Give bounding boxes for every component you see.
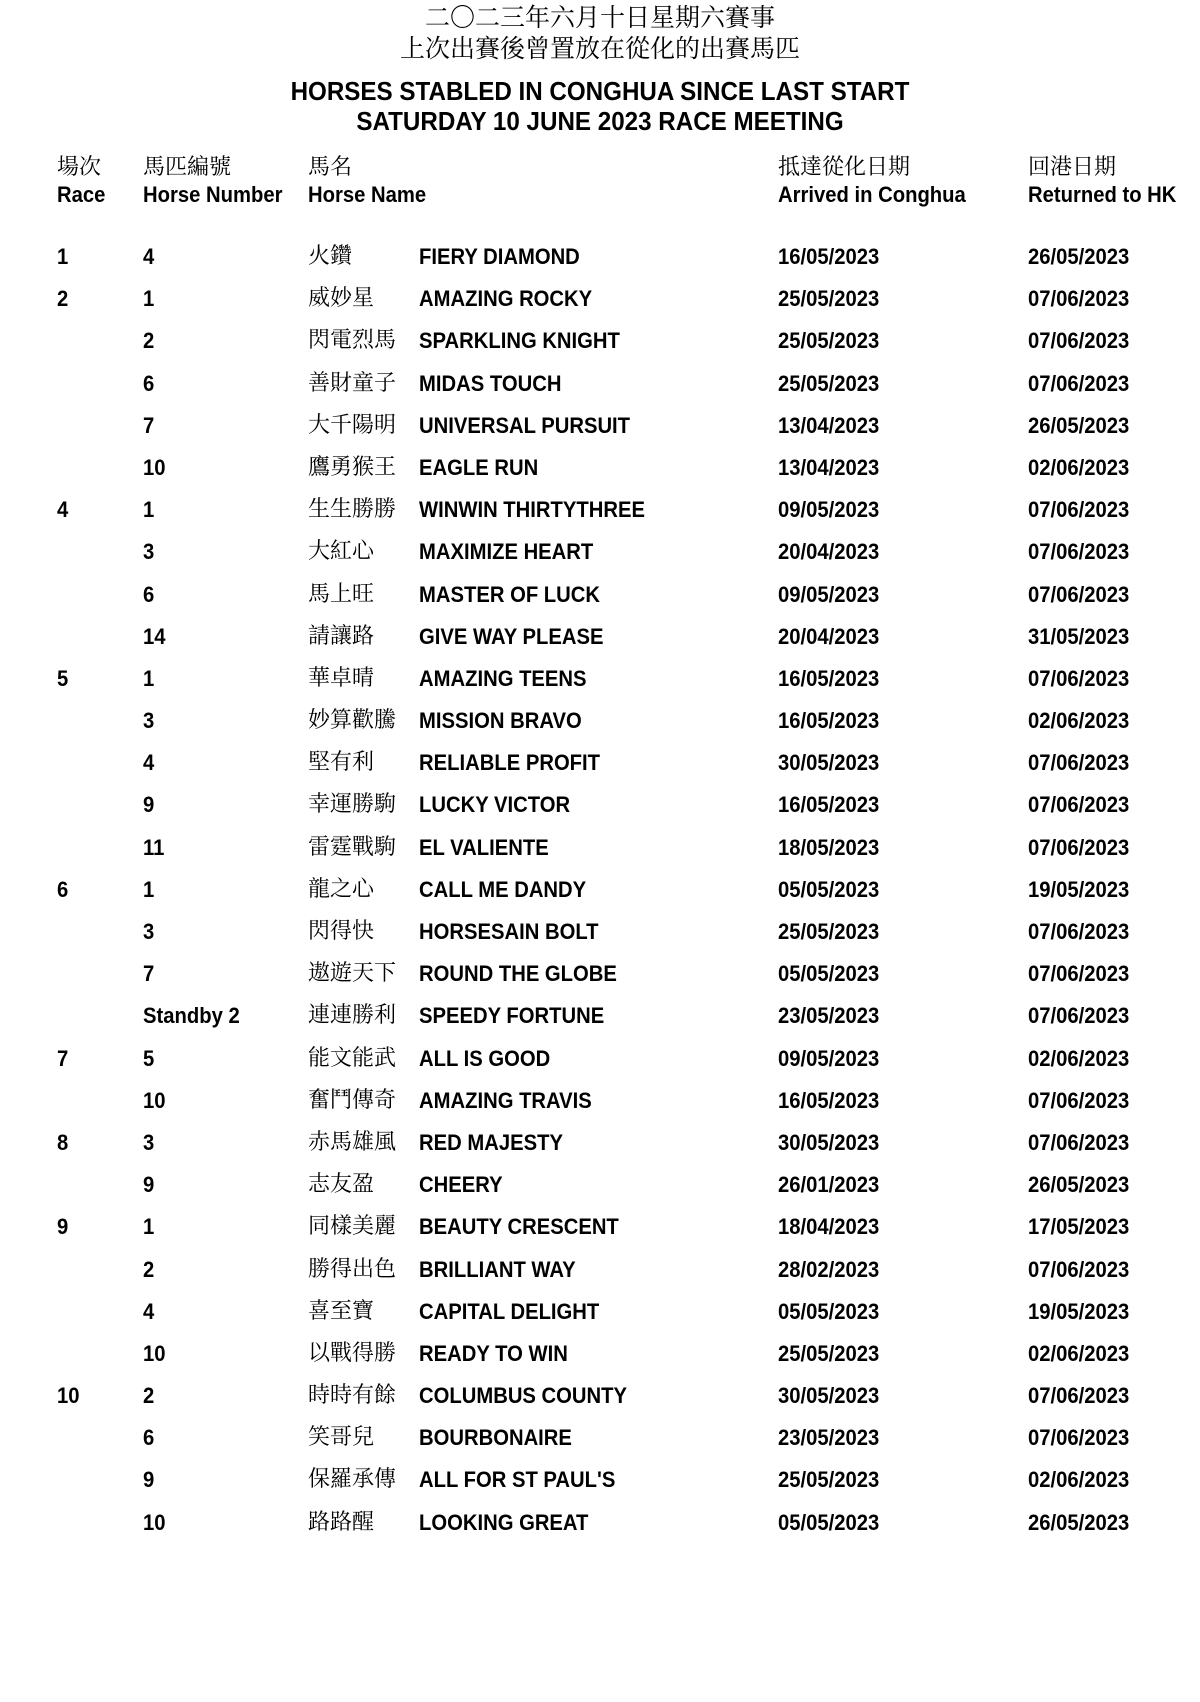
horse-number-cell: 3: [143, 1129, 155, 1155]
returned-date-cell: 07/06/2023: [1028, 792, 1130, 818]
horse-number-cell: 3: [143, 708, 155, 734]
race-cell: 10: [57, 1383, 80, 1409]
horse-name-zh-cell: 龍之心: [308, 876, 375, 902]
header-horse-name: [308, 155, 436, 209]
horse-name-en-cell: LUCKY VICTOR: [419, 792, 571, 818]
horse-name-en-cell: CHEERY: [419, 1172, 503, 1198]
horse-name-zh-cell: 閃電烈馬: [308, 328, 397, 354]
returned-date-cell: 07/06/2023: [1028, 1129, 1130, 1155]
table-row: [0, 1417, 1200, 1459]
horse-number-cell: 1: [143, 1214, 155, 1240]
horse-number-cell: 4: [143, 244, 155, 269]
arrived-date-cell: 13/04/2023: [778, 412, 880, 438]
table-row: [0, 742, 1200, 784]
horse-name-en-cell: CALL ME DANDY: [419, 876, 587, 902]
horse-name-en-cell: MASTER OF LUCK: [419, 581, 601, 607]
title-english-subject: HORSES STABLED IN CONGHUA SINCE LAST START: [290, 76, 910, 106]
race-cell: 1: [57, 244, 69, 269]
returned-date-cell: 26/05/2023: [1028, 1509, 1130, 1535]
header-returned-zh: 回港日期: [1028, 155, 1117, 180]
horse-name-en-cell: WINWIN THIRTYTHREE: [419, 497, 646, 523]
horse-number-cell: 1: [143, 286, 155, 312]
horse-name-zh-cell: 笑哥兒: [308, 1425, 375, 1451]
table-row: [0, 1333, 1200, 1375]
table-row: [0, 1122, 1200, 1164]
horse-number-cell: 4: [143, 750, 155, 776]
horse-name-en-cell: RELIABLE PROFIT: [419, 750, 601, 776]
document-title-block: [0, 0, 1200, 136]
table-row: [0, 784, 1200, 826]
horse-name-en-cell: COLUMBUS COUNTY: [419, 1383, 628, 1409]
table-row: [0, 1459, 1200, 1501]
horse-number-cell: 9: [143, 1172, 155, 1198]
arrived-date-cell: 20/04/2023: [778, 623, 880, 649]
arrived-date-cell: 30/05/2023: [778, 1383, 880, 1409]
returned-date-cell: 07/06/2023: [1028, 1087, 1130, 1113]
returned-date-cell: 07/06/2023: [1028, 539, 1130, 565]
horse-number-cell: 6: [143, 1425, 155, 1451]
race-cell: 6: [57, 876, 69, 902]
header-returned-en: Returned to HK: [1028, 182, 1177, 207]
horse-number-cell: 1: [143, 497, 155, 523]
horse-name-en-cell: EL VALIENTE: [419, 834, 549, 860]
horse-name-zh-cell: 奮鬥傳奇: [308, 1087, 397, 1113]
table-row: [0, 320, 1200, 362]
returned-date-cell: 07/06/2023: [1028, 961, 1130, 987]
table-row: [0, 489, 1200, 531]
table-row: [0, 363, 1200, 405]
table-row: [0, 658, 1200, 700]
horse-number-cell: 9: [143, 1467, 155, 1493]
horse-name-zh-cell: 幸運勝駒: [308, 792, 397, 818]
arrived-date-cell: 30/05/2023: [778, 750, 880, 776]
arrived-date-cell: 26/01/2023: [778, 1172, 880, 1198]
horse-name-zh-cell: 馬上旺: [308, 581, 375, 607]
returned-date-cell: 26/05/2023: [1028, 412, 1130, 438]
horse-number-cell: 1: [143, 665, 155, 691]
returned-date-cell: 07/06/2023: [1028, 581, 1130, 607]
horse-name-zh-cell: 華卓晴: [308, 665, 375, 691]
arrived-date-cell: 05/05/2023: [778, 1509, 880, 1535]
arrived-date-cell: 20/04/2023: [778, 539, 880, 565]
race-cell: 5: [57, 665, 69, 691]
horse-name-en-cell: MISSION BRAVO: [419, 708, 582, 734]
horse-name-zh-cell: 連連勝利: [308, 1003, 397, 1029]
arrived-date-cell: 05/05/2023: [778, 876, 880, 902]
horse-name-en-cell: BRILLIANT WAY: [419, 1256, 576, 1282]
horse-name-zh-cell: 鷹勇猴王: [308, 454, 397, 480]
header-horse-number-zh: 馬匹編號: [143, 155, 232, 180]
horse-name-zh-cell: 威妙星: [308, 286, 375, 312]
table-row: [0, 1291, 1200, 1333]
table-row: [0, 1249, 1200, 1291]
horse-name-en-cell: HORSESAIN BOLT: [419, 919, 599, 944]
horse-number-cell: 4: [143, 1298, 155, 1324]
arrived-date-cell: 25/05/2023: [778, 1340, 880, 1366]
header-race-en: Race: [57, 182, 106, 207]
horse-name-zh-cell: 路路醒: [308, 1509, 375, 1535]
returned-date-cell: 07/06/2023: [1028, 1425, 1130, 1451]
returned-date-cell: 19/05/2023: [1028, 1298, 1130, 1324]
horse-name-zh-cell: 生生勝勝: [308, 497, 397, 523]
arrived-date-cell: 09/05/2023: [778, 497, 880, 523]
horse-name-zh-cell: 火鑽: [308, 244, 353, 269]
arrived-date-cell: 25/05/2023: [778, 328, 880, 354]
horse-name-en-cell: LOOKING GREAT: [419, 1509, 589, 1535]
header-race-zh: 場次: [57, 155, 102, 180]
arrived-date-cell: 16/05/2023: [778, 792, 880, 818]
arrived-date-cell: 25/05/2023: [778, 1467, 880, 1493]
returned-date-cell: 26/05/2023: [1028, 244, 1130, 269]
header-horse-number: [143, 155, 295, 209]
horse-number-cell: 3: [143, 539, 155, 565]
table-row: [0, 827, 1200, 869]
returned-date-cell: 07/06/2023: [1028, 750, 1130, 776]
returned-date-cell: 07/06/2023: [1028, 1003, 1130, 1029]
arrived-date-cell: 18/05/2023: [778, 834, 880, 860]
horse-name-en-cell: ROUND THE GLOBE: [419, 961, 617, 987]
table-row: [0, 869, 1200, 911]
arrived-date-cell: 25/05/2023: [778, 286, 880, 312]
horse-name-en-cell: EAGLE RUN: [419, 454, 539, 480]
table-row: [0, 1164, 1200, 1206]
horse-name-en-cell: SPARKLING KNIGHT: [419, 328, 620, 354]
horse-name-en-cell: BEAUTY CRESCENT: [419, 1214, 619, 1240]
horse-number-cell: 10: [143, 1340, 166, 1366]
horse-name-zh-cell: 大千陽明: [308, 412, 397, 438]
title-chinese-subject: 上次出賽後曾置放在從化的出賽馬匹: [399, 34, 800, 63]
horse-number-cell: 10: [143, 1087, 166, 1113]
table-row: [0, 1206, 1200, 1248]
returned-date-cell: 02/06/2023: [1028, 708, 1130, 734]
table-row: [0, 1502, 1200, 1544]
table-row: [0, 911, 1200, 953]
header-horse-name-en: Horse Name: [308, 182, 427, 207]
table-header: [0, 155, 1200, 215]
horse-name-en-cell: FIERY DIAMOND: [419, 244, 580, 269]
returned-date-cell: 02/06/2023: [1028, 454, 1130, 480]
horse-name-zh-cell: 以戰得勝: [308, 1340, 397, 1366]
returned-date-cell: 07/06/2023: [1028, 328, 1130, 354]
arrived-date-cell: 28/02/2023: [778, 1256, 880, 1282]
horse-name-en-cell: AMAZING ROCKY: [419, 286, 593, 312]
race-cell: 2: [57, 286, 69, 312]
horse-number-cell: 2: [143, 328, 155, 354]
table-row: [0, 1038, 1200, 1080]
arrived-date-cell: 09/05/2023: [778, 1045, 880, 1071]
returned-date-cell: 17/05/2023: [1028, 1214, 1130, 1240]
table-row: [0, 531, 1200, 573]
table-row: [0, 616, 1200, 658]
returned-date-cell: 07/06/2023: [1028, 1256, 1130, 1282]
header-arrived-zh: 抵達從化日期: [778, 155, 911, 180]
horse-number-cell: 5: [143, 1045, 155, 1071]
returned-date-cell: 07/06/2023: [1028, 286, 1130, 312]
horse-number-cell: 14: [143, 623, 166, 649]
horse-name-zh-cell: 喜至寶: [308, 1298, 375, 1324]
horse-name-zh-cell: 勝得出色: [308, 1256, 397, 1282]
arrived-date-cell: 16/05/2023: [778, 708, 880, 734]
horse-name-zh-cell: 雷霆戰駒: [308, 834, 397, 860]
horse-number-cell: Standby 2: [143, 1003, 240, 1029]
horse-name-zh-cell: 大紅心: [308, 539, 375, 565]
horse-name-zh-cell: 請讓路: [308, 623, 375, 649]
horse-number-cell: 6: [143, 581, 155, 607]
table-row: [0, 995, 1200, 1037]
race-cell: 4: [57, 497, 69, 523]
horse-name-en-cell: UNIVERSAL PURSUIT: [419, 412, 631, 438]
table-row: [0, 236, 1200, 278]
arrived-date-cell: 13/04/2023: [778, 454, 880, 480]
returned-date-cell: 07/06/2023: [1028, 919, 1130, 944]
returned-date-cell: 02/06/2023: [1028, 1340, 1130, 1366]
horse-table-body: [0, 236, 1200, 1544]
horse-name-zh-cell: 能文能武: [308, 1045, 397, 1071]
horse-number-cell: 1: [143, 876, 155, 902]
header-horse-number-en: Horse Number: [143, 182, 283, 207]
table-row: [0, 953, 1200, 995]
arrived-date-cell: 05/05/2023: [778, 1298, 880, 1324]
horse-number-cell: 7: [143, 961, 155, 987]
horse-name-en-cell: ALL FOR ST PAUL'S: [419, 1467, 616, 1493]
horse-number-cell: 10: [143, 1509, 166, 1535]
horse-name-zh-cell: 遨遊天下: [308, 961, 397, 987]
header-arrived: [778, 155, 982, 209]
table-row: [0, 278, 1200, 320]
returned-date-cell: 07/06/2023: [1028, 370, 1130, 396]
horse-name-en-cell: RED MAJESTY: [419, 1129, 563, 1155]
horse-name-zh-cell: 閃得快: [308, 919, 375, 944]
returned-date-cell: 07/06/2023: [1028, 497, 1130, 523]
race-cell: 7: [57, 1045, 69, 1071]
returned-date-cell: 26/05/2023: [1028, 1172, 1130, 1198]
horse-number-cell: 3: [143, 919, 155, 944]
horse-number-cell: 6: [143, 370, 155, 396]
header-returned: [1028, 155, 1189, 209]
race-cell: 9: [57, 1214, 69, 1240]
arrived-date-cell: 05/05/2023: [778, 961, 880, 987]
returned-date-cell: 19/05/2023: [1028, 876, 1130, 902]
horse-name-en-cell: AMAZING TRAVIS: [419, 1087, 592, 1113]
returned-date-cell: 07/06/2023: [1028, 834, 1130, 860]
header-horse-name-zh: 馬名: [308, 155, 353, 180]
horse-number-cell: 10: [143, 454, 166, 480]
horse-name-en-cell: AMAZING TEENS: [419, 665, 587, 691]
arrived-date-cell: 23/05/2023: [778, 1003, 880, 1029]
arrived-date-cell: 30/05/2023: [778, 1129, 880, 1155]
horse-name-zh-cell: 志友盈: [308, 1172, 375, 1198]
horse-name-en-cell: BOURBONAIRE: [419, 1425, 572, 1451]
arrived-date-cell: 23/05/2023: [778, 1425, 880, 1451]
table-row: [0, 700, 1200, 742]
title-chinese-date: 二〇二三年六月十日星期六賽事: [424, 3, 775, 32]
horse-number-cell: 7: [143, 412, 155, 438]
horse-name-zh-cell: 妙算歡騰: [308, 708, 397, 734]
arrived-date-cell: 25/05/2023: [778, 370, 880, 396]
horse-name-en-cell: READY TO WIN: [419, 1340, 568, 1366]
returned-date-cell: 07/06/2023: [1028, 665, 1130, 691]
header-arrived-en: Arrived in Conghua: [778, 182, 966, 207]
arrived-date-cell: 09/05/2023: [778, 581, 880, 607]
arrived-date-cell: 18/04/2023: [778, 1214, 880, 1240]
table-row: [0, 405, 1200, 447]
horse-name-en-cell: MAXIMIZE HEART: [419, 539, 594, 565]
horse-name-en-cell: MIDAS TOUCH: [419, 370, 562, 396]
title-english-date: SATURDAY 10 JUNE 2023 RACE MEETING: [356, 106, 844, 136]
arrived-date-cell: 25/05/2023: [778, 919, 880, 944]
horse-number-cell: 2: [143, 1383, 155, 1409]
horse-name-en-cell: ALL IS GOOD: [419, 1045, 551, 1071]
table-row: [0, 447, 1200, 489]
arrived-date-cell: 16/05/2023: [778, 244, 880, 269]
horse-name-en-cell: SPEEDY FORTUNE: [419, 1003, 605, 1029]
horse-number-cell: 11: [143, 834, 165, 860]
horse-name-zh-cell: 堅有利: [308, 750, 375, 776]
horse-name-en-cell: GIVE WAY PLEASE: [419, 623, 604, 649]
returned-date-cell: 02/06/2023: [1028, 1467, 1130, 1493]
returned-date-cell: 31/05/2023: [1028, 623, 1130, 649]
horse-name-zh-cell: 時時有餘: [308, 1383, 397, 1409]
table-row: [0, 1080, 1200, 1122]
returned-date-cell: 02/06/2023: [1028, 1045, 1130, 1071]
horse-name-zh-cell: 善財童子: [308, 370, 397, 396]
table-row: [0, 574, 1200, 616]
horse-number-cell: 9: [143, 792, 155, 818]
horse-name-zh-cell: 赤馬雄風: [308, 1129, 397, 1155]
horse-name-zh-cell: 保羅承傳: [308, 1467, 397, 1493]
returned-date-cell: 07/06/2023: [1028, 1383, 1130, 1409]
arrived-date-cell: 16/05/2023: [778, 665, 880, 691]
table-row: [0, 1375, 1200, 1417]
horse-name-en-cell: CAPITAL DELIGHT: [419, 1298, 600, 1324]
arrived-date-cell: 16/05/2023: [778, 1087, 880, 1113]
header-race: [57, 155, 110, 209]
horse-name-zh-cell: 同樣美麗: [308, 1214, 397, 1240]
horse-number-cell: 2: [143, 1256, 155, 1282]
race-cell: 8: [57, 1129, 69, 1155]
